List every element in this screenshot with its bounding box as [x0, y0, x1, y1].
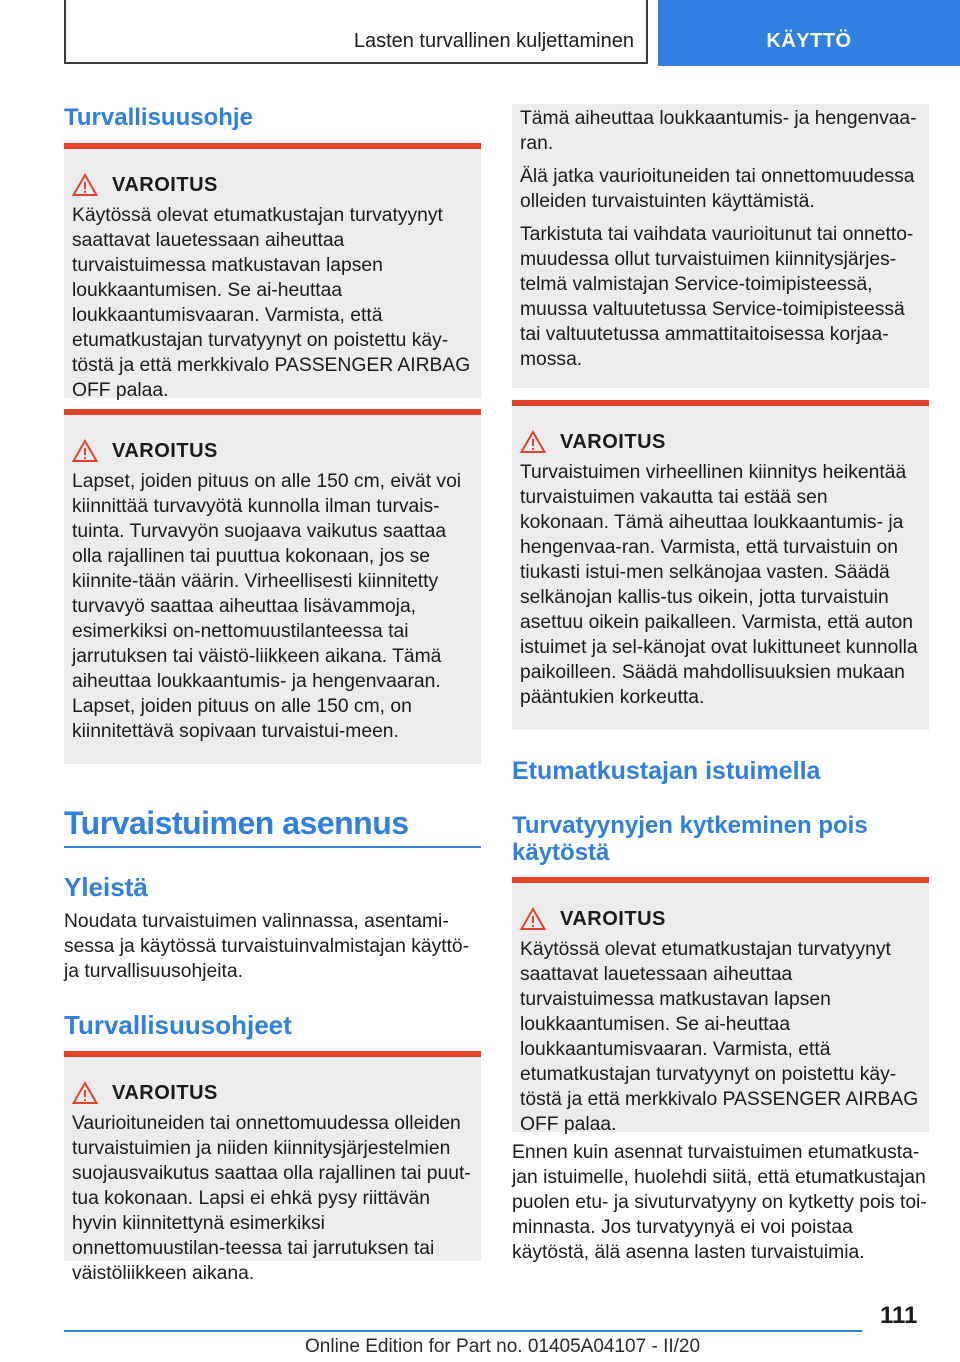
warning-text: Käytössä olevat etumatkustajan turvatyynyt saattavat lauetessaan aiheuttaa turvaistuimessa matkustavan lapsen loukkaantumisen. Se ai-heuttaa loukkaantumisvaaran. Varmista, että etumatkustajan turvatyynyt on poistettu käy-töstä ja että merkkivalo PASSENGER AIRBAG OFF palaa. — [72, 205, 471, 401]
warning-continuation — [512, 104, 929, 388]
heading-turvaistuimen-asennus: Turvaistuimen asennus — [64, 805, 409, 841]
yleista-paragraph: Noudata turvaistuimen valinnassa, asentami-sessa ja käytössä turvaistuinvalmistajan käyttö- ja turvallisuusohjeita. — [64, 911, 470, 982]
warning-triangle-icon — [520, 430, 546, 454]
header-box — [64, 0, 648, 64]
warning-triangle-icon — [72, 439, 98, 463]
heading-etumatkustajan-istuimella: Etumatkustajan istuimella — [512, 757, 821, 785]
heading-yleista: Yleistä — [64, 872, 148, 902]
heading-rule — [64, 846, 481, 848]
header-tab[interactable] — [658, 0, 960, 66]
footer-edition: Online Edition for Part no. 01405A04107 - II/20 — [305, 1336, 701, 1357]
warning-box-4 — [512, 400, 929, 730]
warning-text: Turvaistuimen virheellinen kiinnitys heikentää turvaistuimen vakautta tai estää sen kokonaan. Tämä aiheuttaa loukkaantumis- ja hengenvaa-ran. Varmista, että turvaistuin on tiukasti istui-men selkänojaa vasten. Säädä selkänojan kallis-tus oikein, jotta turvaistuin asettuu oikein paikalleen. Varmista, että auton istuimet ja sel-känojat ovat lukittuneet kunnolla paikoilleen. Säädä mahdollisuuksien mukaan pääntukien korkeutta. — [520, 462, 918, 708]
warning-label: VAROITUS — [560, 430, 666, 453]
warning-triangle-icon — [72, 173, 98, 197]
warning-box-2 — [64, 409, 481, 764]
warning-label: VAROITUS — [112, 439, 218, 462]
warning-box-1 — [64, 143, 481, 401]
warning-text: Lapset, joiden pituus on alle 150 cm, eivät voi kiinnittää turvavyötä kunnolla ilman turvais-tuinta. Turvavyön suojaava vaikutus saattaa olla rajallinen tai puuttua kokonaan, jos se kiinnite-tään väärin. Virheellisesti kiinnitetty turvavyö saattaa aiheuttaa lisävammoja, esimerkiksi on-nettomuustilanteessa tai jarrutuksen tai väistö-liikkeen aikana. Tämä aiheuttaa loukkaantumis- ja hengenvaaran. Lapset, joiden pituus on alle 150 cm, on kiinnitettävä sopivaan turvaistui-meen. — [72, 471, 462, 742]
warning-triangle-icon — [520, 907, 546, 931]
footer-rule — [64, 1330, 862, 1332]
continuation-paragraph: Tämä aiheuttaa loukkaantumis- ja hengenvaa-ran. — [520, 108, 917, 154]
warning-text: Vaurioituneiden tai onnettomuudessa olleiden turvaistuimien ja niiden kiinnitysjärjestelmien suojausvaikutus saattaa olla rajallinen tai puut-tua kokonaan. Lapsi ei ehkä pysy riittävän hyvin kiinnitettynä esimerkiksi onnettomuustilan-teessa tai jarrutuksen tai väistöliikkeen aikana. — [72, 1113, 471, 1284]
continuation-paragraph: Tarkistuta tai vaihdata vaurioitunut tai onnetto-muudessa ollut turvaistuimen kiinnitysjärjes-telmä valmistajan Service-toimipisteessä, muussa valtuutetussa Service-toimipisteessä tai valtuutetussa ammattitaitoisessa korjaa-mossa. — [520, 224, 914, 370]
header-title: Lasten turvallinen kuljettaminen — [353, 30, 634, 52]
heading-turvallisuusohje: Turvallisuusohje — [64, 104, 253, 131]
page-number: 111 — [880, 1302, 918, 1329]
continuation-paragraph: Älä jatka vaurioituneiden tai onnettomuudessa olleiden turvaistuinten käyttämistä. — [520, 166, 915, 212]
heading-turvallisuusohjeet: Turvallisuusohjeet — [64, 1010, 292, 1040]
warning-triangle-icon — [72, 1081, 98, 1105]
warning-label: VAROITUS — [112, 1081, 218, 1104]
warning-label: VAROITUS — [560, 907, 666, 930]
warning-text: Käytössä olevat etumatkustajan turvatyynyt saattavat lauetessaan aiheuttaa turvaistuimessa matkustavan lapsen loukkaantumisen. Se ai-heuttaa loukkaantumisvaaran. Varmista, että etumatkustajan turvatyynyt on poistettu käy-töstä ja että merkkivalo PASSENGER AIRBAG OFF palaa. — [520, 939, 919, 1135]
heading-turvatyynyjen-kytkeminen: Turvatyynyjen kytkeminen pois käytöstä — [512, 812, 868, 866]
warning-box-5 — [512, 877, 929, 1135]
final-paragraph: Ennen kuin asennat turvaistuimen etumatkusta-jan istuimelle, huolehdi siitä, että etumatkustajan puolen etu- ja sivuturvatyyny on kytketty pois toi-minnasta. Jos turvatyynyä ei voi poistaa käytöstä, älä asenna lasten turvaistuimia. — [512, 1142, 927, 1263]
header-tab-label: KÄYTTÖ — [766, 30, 852, 52]
warning-label: VAROITUS — [112, 173, 218, 196]
warning-box-3 — [64, 1051, 481, 1284]
